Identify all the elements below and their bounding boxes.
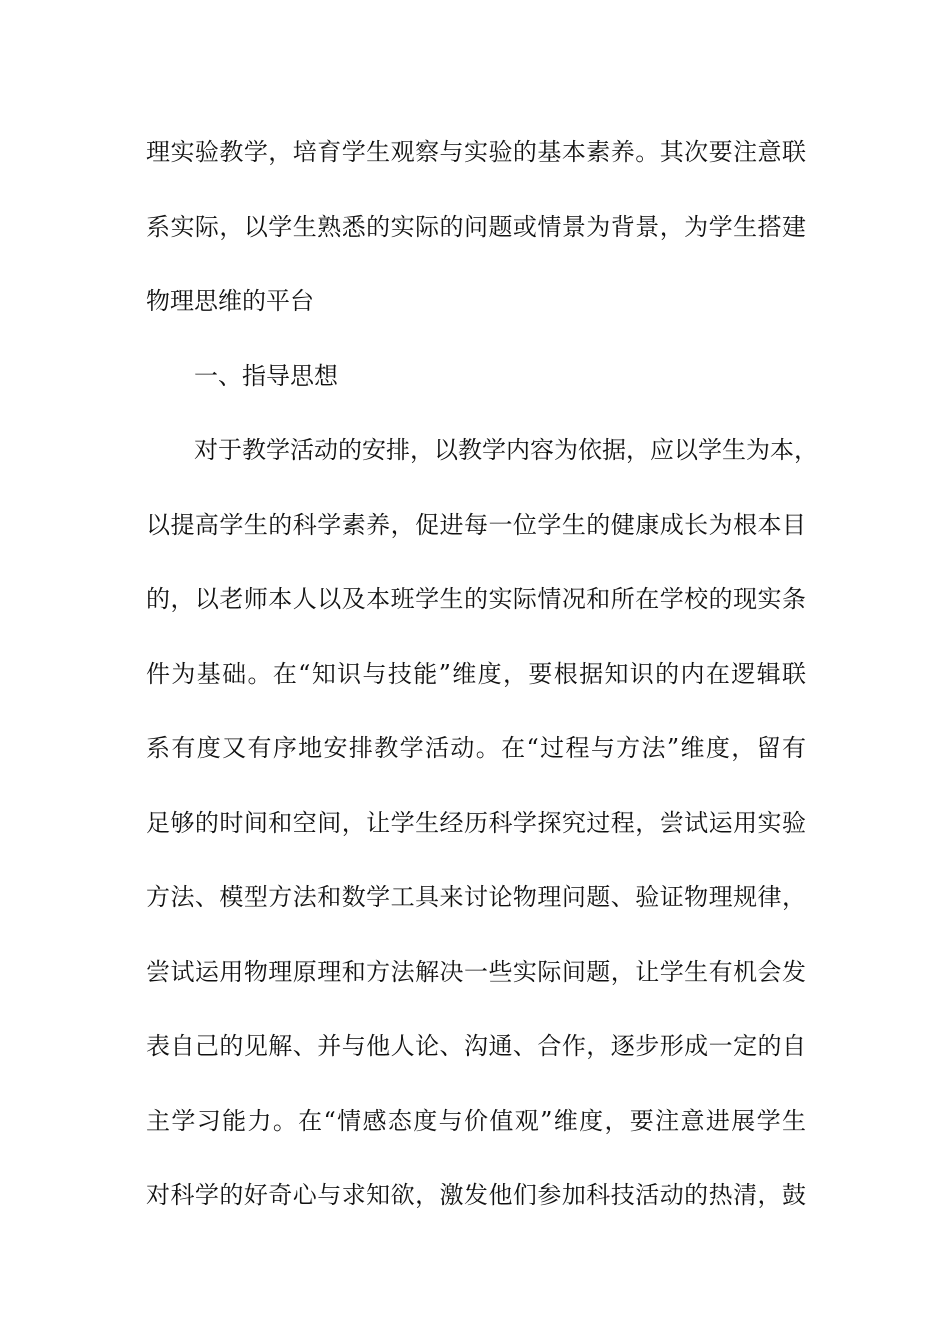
section-heading: 一、指导思想	[194, 361, 338, 390]
paragraph-line: 对科学的好奇心与求知欲，激发他们参加科技活动的热清，鼓	[146, 1181, 806, 1209]
document-body	[146, 127, 818, 1245]
paragraph-line: 尝试运用物理原理和方法解决一些实际间题，让学生有机会发	[146, 957, 806, 986]
paragraph-line: 理实验教学，培育学生观察与实验的基本素养。其次要注意联	[146, 138, 806, 166]
paragraph-line: 方法、模型方法和数学工具来讨论物理问题、验证物理规律，	[146, 883, 806, 911]
paragraph-line: 对于教学活动的安排，以教学内容为依据，应以学生为本，	[194, 436, 818, 464]
paragraph-line: 系有度又有序地安排教学活动。在“过程与方法”维度，留有	[146, 734, 806, 762]
paragraph-line: 足够的时间和空间，让学生经历科学探究过程，尝试运用实验	[146, 808, 806, 837]
paragraph-line: 件为基础。在“知识与技能”维度，要根据知识的内在逻辑联	[146, 659, 806, 688]
paragraph-line: 的，以老师本人以及本班学生的实际情况和所在学校的现实条	[146, 585, 806, 613]
paragraph-line: 以提高学生的科学素养，促进每一位学生的健康成长为根本目	[146, 510, 806, 539]
paragraph-line: 物理思维的平台	[146, 287, 314, 315]
paragraph-line: 表自己的见解、并与他人论、沟通、合作，逐步形成一定的自	[146, 1032, 806, 1060]
paragraph-line: 主学习能力。在“情感态度与价值观”维度，要注意进展学生	[146, 1106, 806, 1135]
paragraph-line: 系实际，以学生熟悉的实际的问题或情景为背景，为学生搭建	[146, 212, 806, 241]
